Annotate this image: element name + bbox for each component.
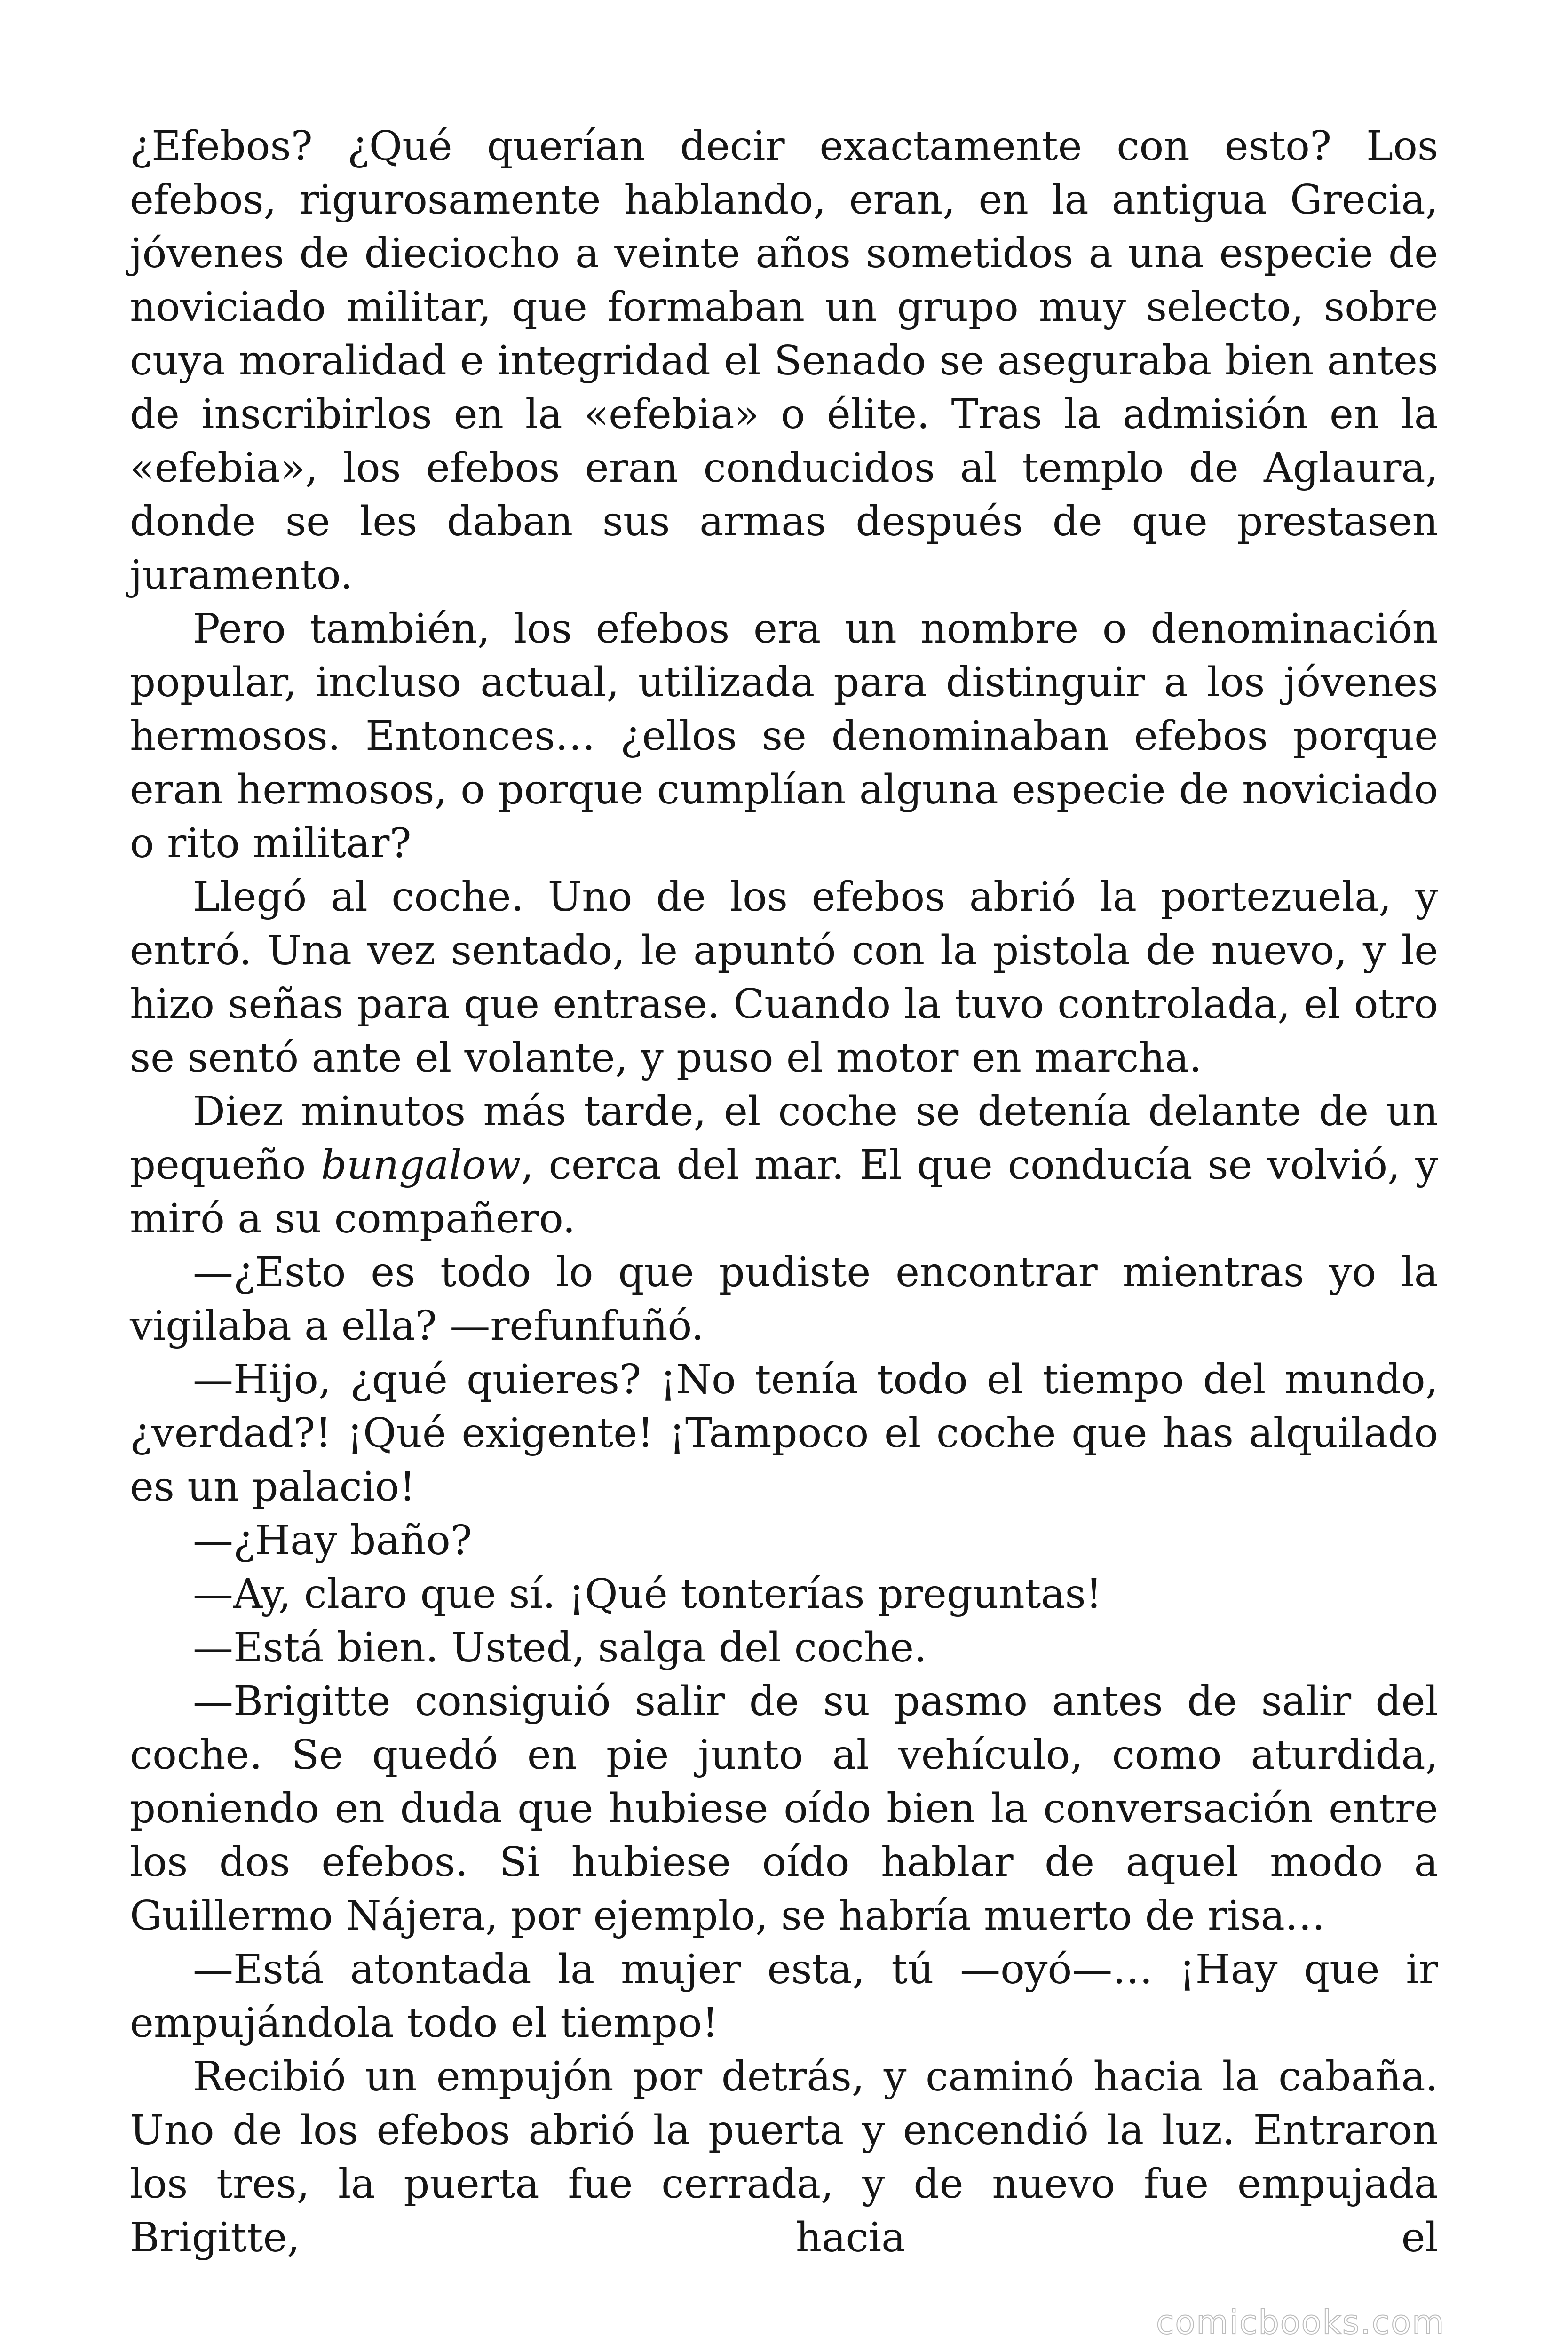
page-text xyxy=(130,119,1438,2265)
paragraph-7 xyxy=(130,1514,1438,1567)
paragraph-7-text: —¿Hay baño? xyxy=(193,1517,472,1564)
paragraph-5-text: —¿Esto es todo lo que pudiste encontrar mientras yo la vigilaba a ella? —refunfuñó. xyxy=(130,1249,1438,1350)
paragraph-3 xyxy=(130,870,1438,1085)
paragraph-9-text: —Está bien. Usted, salga del coche. xyxy=(193,1624,927,1671)
paragraph-9 xyxy=(130,1621,1438,1675)
paragraph-2-text: Pero también, los efebos era un nombre o denominación popular, incluso actual, utilizada para distinguir a los jóvenes hermosos. Entonces… ¿ellos se denominaban efebos porque eran hermosos, o porque cumplían alguna especie de noviciado o rito militar? xyxy=(130,605,1438,867)
paragraph-6-text: —Hijo, ¿qué quieres? ¡No tenía todo el tiempo del mundo, ¿verdad?! ¡Qué exigente! ¡Tampoco el coche que has alquilado es un palacio! xyxy=(130,1356,1438,1510)
paragraph-11-text: —Está atontada la mujer esta, tú —oyó—… ¡Hay que ir empujándola todo el tiempo! xyxy=(130,1946,1438,2047)
paragraph-12-text: Recibió un empujón por detrás, y caminó hacia la cabaña. Uno de los efebos abrió la puerta y encendió la luz. Entraron los tres, la puerta fue cerrada, y de nuevo fue empujada Brigitte, hacia el xyxy=(130,2053,1438,2261)
watermark: comicbooks.com xyxy=(1156,2303,1445,2342)
paragraph-5 xyxy=(130,1246,1438,1353)
paragraph-4-text-a: Diez minutos más tarde, el coche se detenía delante de un pequeño xyxy=(130,1088,1438,1189)
paragraph-1 xyxy=(130,119,1438,602)
paragraph-4-italic-word: bungalow xyxy=(321,1142,521,1189)
paragraph-4 xyxy=(130,1085,1438,1246)
paragraph-8-text: —Ay, claro que sí. ¡Qué tonterías preguntas! xyxy=(193,1571,1102,1618)
paragraph-6 xyxy=(130,1353,1438,1514)
paragraph-11 xyxy=(130,1943,1438,2050)
paragraph-3-text: Llegó al coche. Uno de los efebos abrió la portezuela, y entró. Una vez sentado, le apuntó con la pistola de nuevo, y le hizo señas para que entrase. Cuando la tuvo controlada, el otro se sentó ante el volante, y puso el motor en marcha. xyxy=(130,874,1438,1081)
paragraph-10 xyxy=(130,1675,1438,1943)
paragraph-2 xyxy=(130,602,1438,870)
paragraph-12 xyxy=(130,2050,1438,2265)
paragraph-8 xyxy=(130,1567,1438,1621)
paragraph-10-text: —Brigitte consiguió salir de su pasmo antes de salir del coche. Se quedó en pie junto al vehículo, como aturdida, poniendo en duda que hubiese oído bien la conversación entre los dos efebos. Si hubiese oído hablar de aquel modo a Guillermo Nájera, por ejemplo, se habría muerto de risa… xyxy=(130,1678,1438,1939)
paragraph-4-text-b: , cerca del mar. El que conducía se volvió, y miró a su compañero. xyxy=(130,1142,1438,1242)
paragraph-1-text: ¿Efebos? ¿Qué querían decir exactamente con esto? Los efebos, rigurosamente hablando, eran, en la antigua Grecia, jóvenes de dieciocho a veinte años sometidos a una especie de noviciado militar, que formaban un grupo muy selecto, sobre cuya moralidad e integridad el Senado se aseguraba bien antes de inscribirlos en la «efebia» o élite. Tras la admisión en la «efebia», los efebos eran conducidos al templo de Aglaura, donde se les daban sus armas después de que prestasen juramento. xyxy=(130,123,1438,599)
